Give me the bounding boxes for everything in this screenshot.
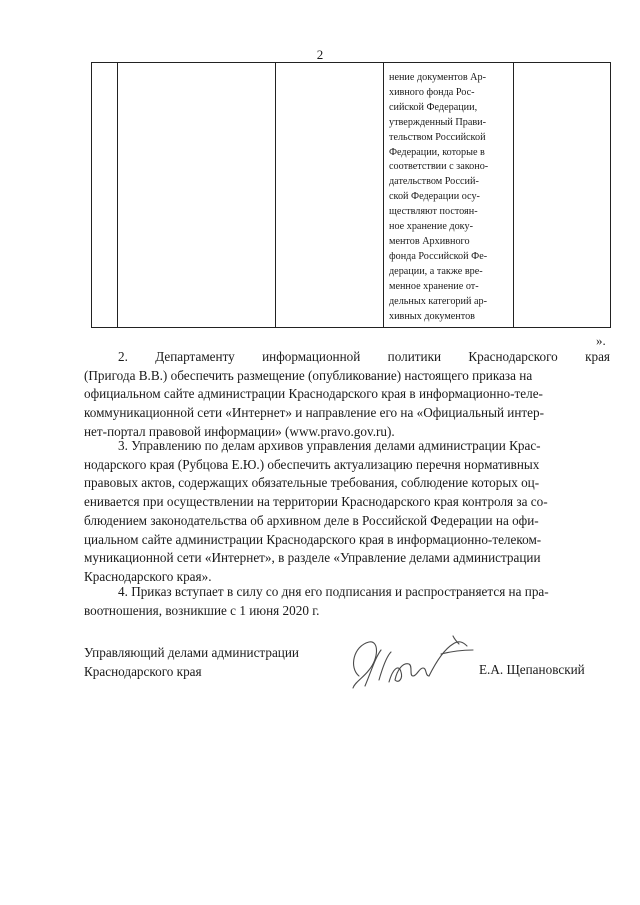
paragraph-line: Краснодарского края». xyxy=(84,568,212,584)
paragraph-line: нет-портал правовой информации» (www.pravo.gov.ru). xyxy=(84,423,395,439)
cell-line: хивного фонда Рос- xyxy=(389,86,475,98)
paragraph-line: 4. Приказ вступает в силу со дня его подписания и распространяется на пра- xyxy=(118,584,549,599)
paragraph-line: коммуникационной сети «Интернет» и направление его на «Официальный интер- xyxy=(84,405,545,421)
signer-position-line: Краснодарского края xyxy=(84,664,202,679)
paragraph-line: нодарского края (Рубцова Е.Ю.) обеспечить актуализацию перечня нормативных xyxy=(84,456,540,472)
cell-line: менное хранение от- xyxy=(389,280,479,292)
regulation-table-fragment xyxy=(91,62,611,328)
paragraph-line: енивается при осуществлении на территории Краснодарского края контроля за со- xyxy=(84,494,548,510)
table-cell-scope xyxy=(384,63,514,328)
paragraph-line: правовых актов, содержащих обязательные требования, соблюдение которых оц- xyxy=(84,475,540,491)
paragraph-line: муникационной сети «Интернет», в разделе «Управление делами администрации xyxy=(84,550,541,566)
cell-line: дательством Россий- xyxy=(389,176,479,188)
table-cell-subjects xyxy=(276,63,384,328)
signer-position xyxy=(84,643,299,681)
cell-line: утвержденный Прави- xyxy=(389,116,487,128)
cell-line: дерации, а также вре- xyxy=(389,265,483,277)
paragraph-line: циальном сайте администрации Краснодарского края в информационно-телеком- xyxy=(84,531,542,547)
paragraph-line: блюдением законодательства об архивном деле в Российской Федерации на офи- xyxy=(84,512,539,528)
cell-line: Федерации, которые в xyxy=(389,146,485,158)
paragraph-line: 3. Управлению по делам архивов управления делами администрации Крас- xyxy=(118,438,541,453)
cell-line: сийской Федерации, xyxy=(389,101,478,113)
table-cell-act-name xyxy=(118,63,276,328)
cell-line: дельных категорий ар- xyxy=(389,295,487,307)
table-cell-scope-text xyxy=(384,63,513,324)
paragraph-line: официальном сайте администрации Краснодарского края в информационно-теле- xyxy=(84,386,543,402)
paragraph-4 xyxy=(84,583,610,620)
cell-line: ное хранение доку- xyxy=(389,221,473,233)
closing-quote: ». xyxy=(596,333,606,348)
cell-line: соответствии с законо- xyxy=(389,161,489,173)
cell-line: хивных документов xyxy=(389,310,475,322)
signer-position-line: Управляющий делами администрации xyxy=(84,645,299,660)
paragraph-2 xyxy=(84,348,610,442)
paragraph-line: 2. Департаменту информационной политики Краснодарского края xyxy=(118,349,610,364)
signature-stroke xyxy=(389,664,429,682)
cell-line: нение документов Ар- xyxy=(389,72,487,83)
cell-line: ществляют постоян- xyxy=(389,206,478,218)
signer-name: Е.А. Щепановский xyxy=(479,662,585,677)
cell-line: тельством Российской xyxy=(389,131,486,143)
signature-stroke xyxy=(365,650,391,686)
paragraph-3 xyxy=(84,437,610,587)
handwritten-signature xyxy=(345,628,480,698)
signature-stroke xyxy=(429,642,467,676)
paragraph-line: воотношения, возникшие с 1 июня 2020 г. xyxy=(84,602,320,618)
table-cell-notes xyxy=(514,63,611,328)
page-number: 2 xyxy=(316,47,324,62)
table-row xyxy=(92,63,611,328)
table-cell-number xyxy=(92,63,118,328)
paragraph-line: (Пригода В.В.) обеспечить размещение (опубликование) настоящего приказа на xyxy=(84,367,533,383)
cell-line: ской Федерации осу- xyxy=(389,191,480,203)
cell-line: ментов Архивного xyxy=(389,235,470,247)
cell-line: фонда Российской Фе- xyxy=(389,250,488,262)
